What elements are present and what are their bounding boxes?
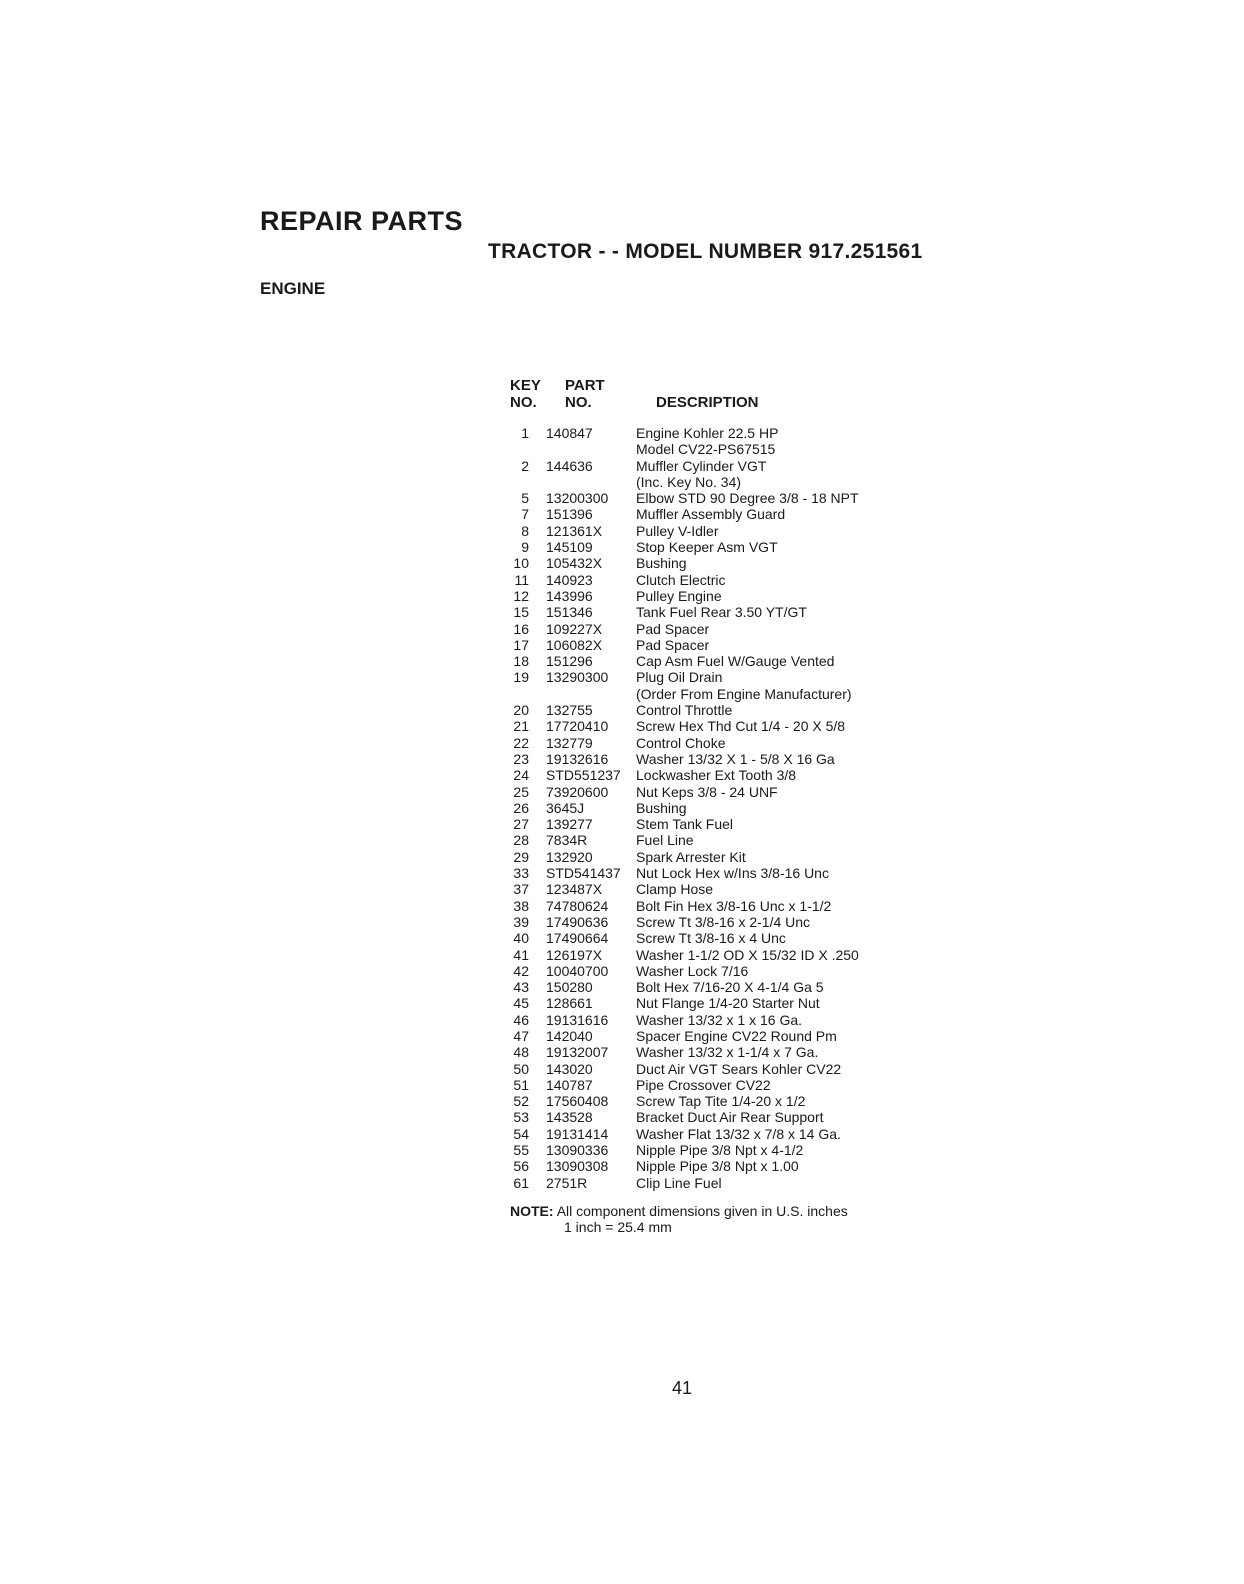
part-number: 74780624 [546, 897, 609, 914]
part-number: 17490636 [546, 913, 609, 930]
parts-row [500, 621, 940, 637]
key-number: 46 [513, 1011, 529, 1028]
part-number: 13090308 [546, 1158, 609, 1175]
key-number: 8 [521, 522, 529, 539]
part-description: Nut Lock Hex w/Ins 3/8-16 Unc [636, 865, 829, 882]
part-number: 145109 [546, 539, 593, 556]
key-number: 1 [521, 425, 529, 441]
part-number: 13090336 [546, 1142, 609, 1159]
key-number: 19 [513, 669, 529, 686]
part-number: 150280 [546, 979, 593, 996]
section-heading: ENGINE [260, 279, 326, 298]
parts-row [500, 669, 940, 702]
parts-row [500, 637, 940, 653]
parts-row [500, 898, 940, 914]
key-number: 25 [513, 783, 529, 800]
key-number: 9 [521, 539, 529, 556]
part-number: 132779 [546, 734, 593, 751]
parts-row [500, 963, 940, 979]
key-number: 23 [513, 750, 529, 767]
part-description: Bushing [636, 555, 687, 572]
page-title: REPAIR PARTS [260, 206, 464, 236]
parts-row [500, 914, 940, 930]
parts-row [500, 555, 940, 571]
part-number: 132920 [546, 848, 593, 865]
parts-row [500, 735, 940, 751]
page-number: 41 [672, 1378, 693, 1398]
part-number: 126197X [546, 946, 603, 963]
key-number: 5 [521, 490, 529, 507]
key-number: 48 [513, 1044, 529, 1061]
part-number: 17560408 [546, 1093, 609, 1110]
key-number: 16 [513, 620, 529, 637]
key-number: 20 [513, 702, 529, 719]
part-description: Tank Fuel Rear 3.50 YT/GT [636, 604, 807, 621]
part-description: Lockwasher Ext Tooth 3/8 [636, 767, 797, 784]
parts-row [500, 784, 940, 800]
parts-row [500, 930, 940, 946]
parts-row [500, 702, 940, 718]
note-line-2: 1 inch = 25.4 mm [564, 1219, 672, 1235]
key-number: 24 [513, 767, 529, 784]
parts-row [500, 458, 940, 491]
parts-row [500, 979, 940, 995]
part-number: 19131616 [546, 1011, 609, 1028]
part-number: 109227X [546, 620, 603, 637]
key-number: 7 [521, 506, 529, 523]
parts-row [500, 767, 940, 783]
part-description: Pad Spacer [636, 620, 710, 637]
part-description: Nut Keps 3/8 - 24 UNF [636, 783, 778, 800]
parts-row [500, 995, 940, 1011]
part-description: Bushing [636, 799, 687, 816]
key-number: 2 [521, 457, 529, 474]
key-number: 22 [513, 734, 529, 751]
parts-row [500, 1093, 940, 1109]
key-number: 37 [513, 881, 529, 898]
part-description: Bolt Hex 7/16-20 X 4-1/4 Ga 5 [636, 979, 824, 996]
part-number: 144636 [546, 457, 593, 474]
parts-row [500, 572, 940, 588]
parts-row [500, 523, 940, 539]
part-number: 121361X [546, 522, 603, 539]
part-description: Pad Spacer [636, 636, 710, 653]
part-description: Muffler Cylinder VGT (Inc. Key No. 34) [636, 457, 767, 490]
part-description: Spacer Engine CV22 Round Pm [636, 1027, 837, 1044]
dimension-note [510, 1203, 848, 1235]
key-number: 51 [513, 1076, 529, 1093]
parts-row [500, 506, 940, 522]
key-number: 47 [513, 1027, 529, 1044]
part-number: 151346 [546, 604, 593, 621]
part-description: Screw Hex Thd Cut 1/4 - 20 X 5/8 [636, 718, 846, 735]
part-description: Elbow STD 90 Degree 3/8 - 18 NPT [636, 490, 859, 507]
parts-row [500, 1158, 940, 1174]
part-number: 140923 [546, 571, 593, 588]
key-number: 17 [513, 636, 529, 653]
key-number: 45 [513, 995, 529, 1012]
parts-row [500, 865, 940, 881]
part-description: Washer Flat 13/32 x 7/8 x 14 Ga. [636, 1125, 841, 1142]
parts-row [500, 947, 940, 963]
key-number: 42 [513, 962, 529, 979]
part-number: 2751R [546, 1174, 588, 1191]
part-description: Cap Asm Fuel W/Gauge Vented [636, 653, 835, 670]
key-number: 39 [513, 913, 529, 930]
parts-row [500, 800, 940, 816]
key-number: 15 [513, 604, 529, 621]
part-number: 105432X [546, 555, 603, 572]
part-description: Washer 1-1/2 OD X 15/32 ID X .250 [636, 946, 859, 963]
part-description: Clutch Electric [636, 571, 726, 588]
parts-row [500, 832, 940, 848]
part-description: Washer 13/32 X 1 - 5/8 X 16 Ga [636, 750, 835, 767]
part-description: Engine Kohler 22.5 HP Model CV22-PS67515 [636, 425, 779, 458]
parts-row [500, 1142, 940, 1158]
part-description: Muffler Assembly Guard [636, 506, 786, 523]
parts-row [500, 816, 940, 832]
part-number: 13200300 [546, 490, 609, 507]
part-number: 123487X [546, 881, 603, 898]
note-label: NOTE: [510, 1203, 554, 1219]
key-number: 28 [513, 832, 529, 849]
key-number: 52 [513, 1093, 529, 1110]
parts-row [500, 1044, 940, 1060]
note-line-1: All component dimensions given in U.S. inches [556, 1203, 848, 1219]
part-description: Screw Tt 3/8-16 x 4 Unc [636, 930, 786, 947]
parts-row [500, 718, 940, 734]
parts-row [500, 881, 940, 897]
parts-row [500, 653, 940, 669]
key-number: 21 [513, 718, 529, 735]
key-number: 55 [513, 1142, 529, 1159]
part-description: Pulley V-Idler [636, 522, 719, 539]
key-number: 10 [513, 555, 529, 572]
key-number: 12 [513, 587, 529, 604]
parts-row [500, 849, 940, 865]
part-number: 143020 [546, 1060, 593, 1077]
part-description: Stop Keeper Asm VGT [636, 539, 778, 556]
key-number: 40 [513, 930, 529, 947]
part-number: 139277 [546, 816, 593, 833]
part-description: Screw Tap Tite 1/4-20 x 1/2 [636, 1093, 806, 1110]
part-number: 7834R [546, 832, 588, 849]
part-number: 13290300 [546, 669, 609, 686]
key-number: 11 [514, 571, 529, 588]
part-description: Spark Arrester Kit [636, 848, 746, 865]
part-description: Stem Tank Fuel [636, 816, 734, 833]
part-number: 142040 [546, 1027, 593, 1044]
parts-row [500, 490, 940, 506]
column-header-key: KEY NO. [510, 377, 541, 411]
key-number: 61 [513, 1174, 529, 1191]
parts-row [500, 1126, 940, 1142]
parts-row [500, 539, 940, 555]
part-number: 73920600 [546, 783, 609, 800]
model-subtitle: TRACTOR - - MODEL NUMBER 917.251561 [488, 240, 923, 263]
part-description: Bracket Duct Air Rear Support [636, 1109, 824, 1126]
part-number: 140787 [546, 1076, 593, 1093]
part-number: 3645J [546, 799, 585, 816]
part-number: 17490664 [546, 930, 609, 947]
part-description: Duct Air VGT Sears Kohler CV22 [636, 1060, 842, 1077]
key-number: 54 [513, 1125, 529, 1142]
key-number: 27 [513, 816, 529, 833]
column-header-part: PART NO. [565, 377, 605, 411]
part-number: 151396 [546, 506, 593, 523]
part-description: Washer 13/32 x 1-1/4 x 7 Ga. [636, 1044, 819, 1061]
column-header-description: DESCRIPTION [656, 394, 759, 411]
parts-row [500, 425, 940, 458]
part-number: 143996 [546, 587, 593, 604]
part-number: 140847 [546, 425, 593, 441]
part-number: 19132007 [546, 1044, 609, 1061]
part-description: Screw Tt 3/8-16 x 2-1/4 Unc [636, 913, 811, 930]
part-description: Clamp Hose [636, 881, 714, 898]
part-number: 128661 [546, 995, 593, 1012]
part-number: 10040700 [546, 962, 609, 979]
key-number: 53 [513, 1109, 529, 1126]
part-number: STD551237 [546, 767, 621, 784]
part-number: 143528 [546, 1109, 593, 1126]
part-description: Nipple Pipe 3/8 Npt x 4-1/2 [636, 1142, 804, 1159]
part-description: Nut Flange 1/4-20 Starter Nut [636, 995, 820, 1012]
key-number: 43 [513, 979, 529, 996]
key-number: 38 [513, 897, 529, 914]
parts-row [500, 1077, 940, 1093]
parts-row [500, 751, 940, 767]
part-description: Pulley Engine [636, 587, 722, 604]
key-number: 50 [513, 1060, 529, 1077]
parts-row [500, 1012, 940, 1028]
part-description: Washer Lock 7/16 [636, 962, 749, 979]
part-description: Fuel Line [636, 832, 694, 849]
part-description: Plug Oil Drain (Order From Engine Manufacturer) [636, 669, 852, 702]
parts-row [500, 1061, 940, 1077]
parts-row [500, 604, 940, 620]
part-description: Nipple Pipe 3/8 Npt x 1.00 [636, 1158, 799, 1175]
part-number: 19132616 [546, 750, 609, 767]
part-number: 151296 [546, 653, 593, 670]
parts-row [500, 1109, 940, 1125]
part-description: Control Throttle [636, 702, 733, 719]
parts-row [500, 1175, 940, 1191]
part-number: 132755 [546, 702, 593, 719]
part-number: 106082X [546, 636, 603, 653]
key-number: 26 [513, 799, 529, 816]
part-number: 17720410 [546, 718, 609, 735]
parts-list [500, 425, 940, 1191]
part-number: 19131414 [546, 1125, 609, 1142]
part-description: Washer 13/32 x 1 x 16 Ga. [636, 1011, 803, 1028]
key-number: 56 [513, 1158, 529, 1175]
key-number: 41 [513, 946, 529, 963]
part-description: Control Choke [636, 734, 726, 751]
part-description: Clip Line Fuel [636, 1174, 722, 1191]
key-number: 33 [513, 865, 529, 882]
parts-row [500, 588, 940, 604]
key-number: 29 [513, 848, 529, 865]
parts-row [500, 1028, 940, 1044]
part-number: STD541437 [546, 865, 621, 882]
part-description: Pipe Crossover CV22 [636, 1076, 771, 1093]
key-number: 18 [513, 653, 529, 670]
part-description: Bolt Fin Hex 3/8-16 Unc x 1-1/2 [636, 897, 832, 914]
